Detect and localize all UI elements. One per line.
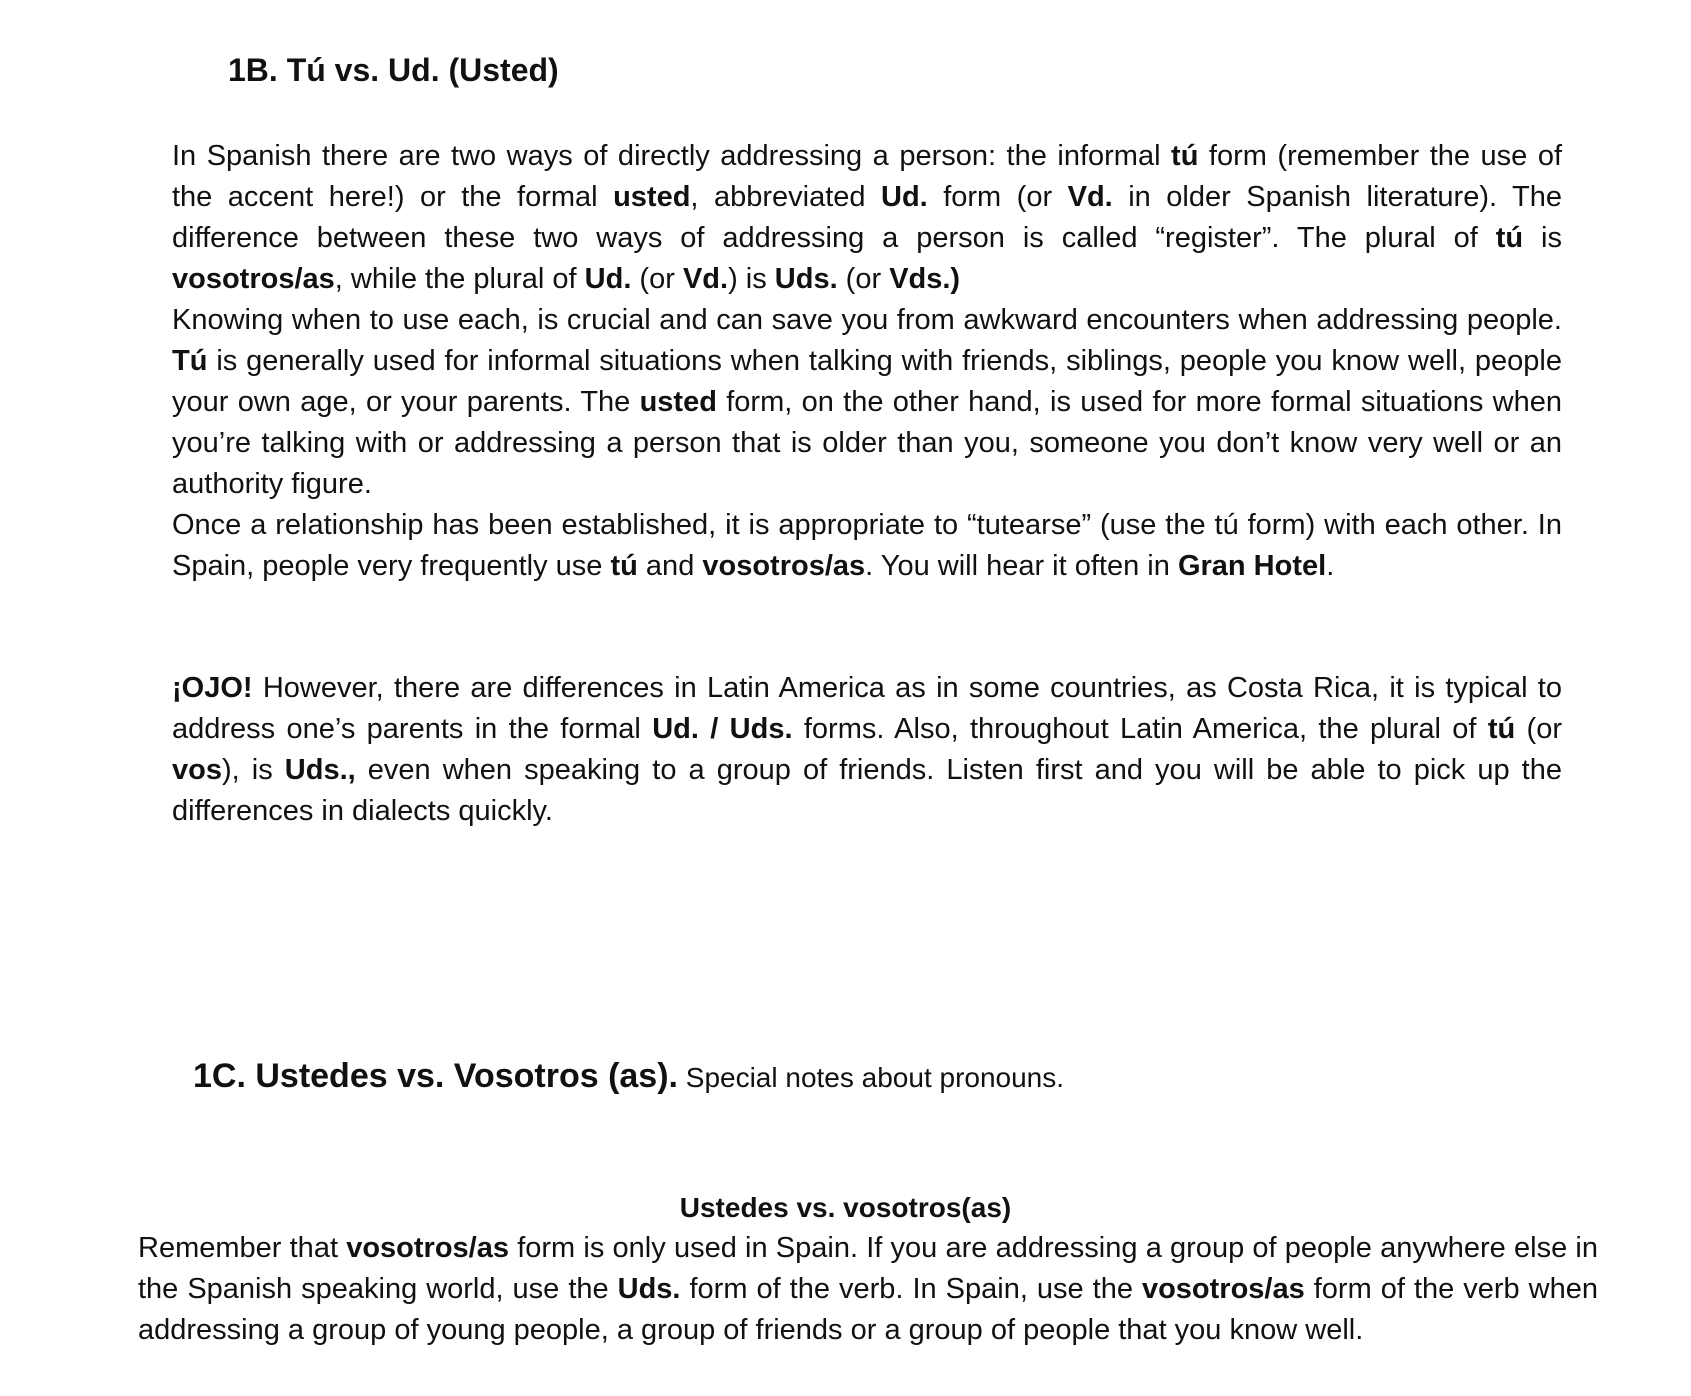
bold-term: usted xyxy=(639,386,717,418)
text-run: even when speaking to a group of friends. Listen first and you will be able to pick up the differences in dialects quickly. xyxy=(172,754,1562,827)
text-run: is xyxy=(1523,222,1562,254)
bold-term: vosotros/as xyxy=(346,1232,509,1264)
section-1b-heading: 1B. Tú vs. Ud. (Usted) xyxy=(228,52,559,88)
bold-term: Ud. / Uds. xyxy=(652,713,793,745)
bold-term: vosotros/as xyxy=(702,550,866,582)
bold-term: Ud. xyxy=(584,263,632,295)
bold-term: Tú xyxy=(172,345,208,377)
bold-term: vosotros/as xyxy=(172,263,335,295)
section-1c-heading xyxy=(193,1052,1064,1104)
text-run: form, on the other hand, is used for more formal situations when you’re talking with or addressing a person that is older than you, someone you don’t know very well or an authority figure. xyxy=(172,386,1562,500)
text-run: form (or xyxy=(927,181,1068,213)
bold-term: Uds. xyxy=(617,1273,681,1305)
text-run: ) is xyxy=(728,263,775,295)
bold-term: Vd. xyxy=(682,263,729,295)
text-run: Remember that xyxy=(138,1232,347,1264)
bold-term: ¡OJO! xyxy=(172,672,253,704)
bold-term: Vds.) xyxy=(889,263,961,295)
text-run: (or xyxy=(1515,713,1563,745)
text-run: However, there are differences in Latin America as in some countries, as Costa Rica, it is typical to address one’s parents in the formal xyxy=(172,672,1562,745)
paragraph-register xyxy=(172,136,1562,300)
bold-term: Uds., xyxy=(284,754,356,786)
bold-term: usted xyxy=(613,181,691,213)
text-run: form of the verb. In Spain, use the xyxy=(680,1273,1142,1305)
section-1b-body xyxy=(172,136,1562,587)
text-run: (or xyxy=(837,263,890,295)
bold-term: tú xyxy=(1171,140,1199,172)
text-run: form is only used in Spain. If you are addressing a group of people anywhere else in the Spanish speaking world, use the xyxy=(138,1232,1598,1305)
paragraph-tutearse xyxy=(172,505,1562,587)
bold-term: Vd. xyxy=(1067,181,1113,213)
bold-term: Ud. xyxy=(881,181,928,213)
section-1c-heading-main: 1C. Ustedes vs. Vosotros (as). xyxy=(193,1057,678,1095)
text-run: and xyxy=(637,550,703,582)
ojo-note xyxy=(172,668,1562,832)
text-run: . xyxy=(1326,550,1335,582)
text-run: ), is xyxy=(221,754,285,786)
text-run: In Spanish there are two ways of directly addressing a person: the informal xyxy=(172,140,1172,172)
bold-term: vos xyxy=(172,754,222,786)
bold-term: tú xyxy=(1487,713,1516,745)
bold-term: Gran Hotel xyxy=(1177,550,1327,582)
bold-term: tú xyxy=(610,550,638,582)
text-run: . You will hear it often in xyxy=(865,550,1178,582)
paragraph-latin-america xyxy=(172,668,1562,832)
text-run: forms. Also, throughout Latin America, the plural of xyxy=(792,713,1488,745)
bold-term: vosotros/as xyxy=(1141,1273,1305,1305)
text-run: Once a relationship has been established, it is appropriate to “tutearse” (use the tú form) with each other. In Spain, people very frequently use xyxy=(172,509,1562,582)
ustedes-vosotros-subheading: Ustedes vs. vosotros(as) xyxy=(679,1192,1012,1223)
text-run: form of the verb when addressing a group of young people, a group of friends or a group of people that you know well. xyxy=(138,1273,1598,1346)
text-run: , while the plural of xyxy=(334,263,585,295)
text-run: in older Spanish literature). The difference between these two ways of addressing a person is called “register”. The plural of xyxy=(172,181,1562,254)
text-run: is generally used for informal situations when talking with friends, siblings, people you know well, people your own age, or your parents. The xyxy=(172,345,1562,418)
text-run: , abbreviated xyxy=(690,181,881,213)
section-1c-body xyxy=(138,1228,1598,1351)
section-1c-heading-sub: Special notes about pronouns. xyxy=(677,1062,1065,1093)
bold-term: Uds. xyxy=(774,263,838,295)
paragraph-vosotros-spain xyxy=(138,1228,1598,1351)
text-run: Knowing when to use each, is crucial and can save you from awkward encounters when addressing people. xyxy=(172,304,1562,336)
text-run: form (remember the use of the accent here!) or the formal xyxy=(172,140,1563,213)
paragraph-when-to-use xyxy=(172,300,1562,505)
bold-term: tú xyxy=(1495,222,1524,254)
text-run: (or xyxy=(631,263,683,295)
